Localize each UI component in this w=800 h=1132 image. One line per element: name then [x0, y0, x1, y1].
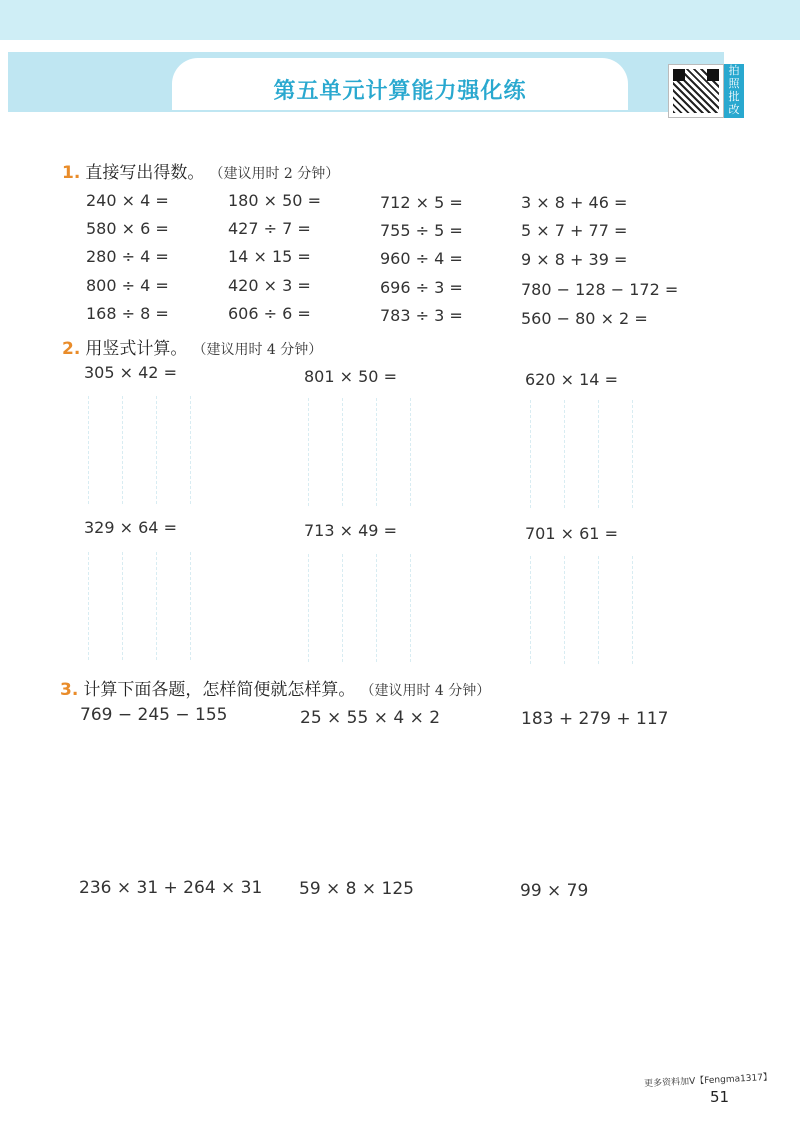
problem: 801 × 50 = [304, 367, 397, 386]
problem: 560 − 80 × 2 = [521, 309, 648, 328]
work-area-guides [308, 398, 418, 506]
problem: 580 × 6 = [86, 219, 169, 238]
problem: 168 ÷ 8 = [86, 304, 169, 323]
problem: 329 × 64 = [84, 518, 177, 537]
section-2-heading [62, 334, 322, 359]
problem: 183 + 279 + 117 [521, 709, 669, 729]
section-hint: （建议用时 4 分钟） [192, 342, 323, 358]
problem: 783 ÷ 3 = [380, 306, 463, 325]
section-number: 1. [62, 163, 81, 183]
problem: 180 × 50 = [228, 191, 321, 210]
work-area-guides [308, 554, 418, 662]
section-number: 3. [60, 680, 79, 700]
footer-note: 更多资料加V【Fengma1317】 [643, 1072, 773, 1090]
work-area-guides [88, 396, 198, 504]
problem: 800 ÷ 4 = [86, 276, 169, 295]
section-1-heading [62, 158, 339, 183]
problem: 280 ÷ 4 = [86, 247, 169, 266]
problem: 420 × 3 = [228, 276, 311, 295]
problem: 755 ÷ 5 = [380, 221, 463, 240]
problem: 960 ÷ 4 = [380, 249, 463, 268]
work-area-guides [530, 400, 640, 508]
section-title: 用竖式计算。 [85, 339, 188, 359]
section-title: 直接写出得数。 [85, 163, 205, 183]
problem: 620 × 14 = [525, 370, 618, 389]
problem: 713 × 49 = [304, 521, 397, 540]
page-title: 第五单元计算能力强化练 [273, 79, 527, 104]
section-title: 计算下面各题，怎样简便就怎样算。 [83, 680, 356, 700]
problem: 9 × 8 + 39 = [521, 250, 628, 269]
qr-label: 拍照批改 [724, 64, 744, 118]
work-area-guides [88, 552, 198, 660]
problem: 606 ÷ 6 = [228, 304, 311, 323]
problem: 305 × 42 = [84, 363, 177, 382]
qr-code-icon[interactable] [668, 64, 724, 118]
problem: 427 ÷ 7 = [228, 219, 311, 238]
problem: 3 × 8 + 46 = [521, 193, 628, 212]
problem: 712 × 5 = [380, 193, 463, 212]
problem: 99 × 79 [520, 881, 589, 901]
problem: 5 × 7 + 77 = [521, 221, 628, 240]
section-number: 2. [62, 339, 81, 359]
problem: 59 × 8 × 125 [299, 879, 414, 899]
section-hint: （建议用时 4 分钟） [360, 683, 491, 699]
problem: 696 ÷ 3 = [380, 278, 463, 297]
problem: 240 × 4 = [86, 191, 169, 210]
section-3-heading [60, 675, 490, 700]
work-area-guides [530, 556, 640, 664]
header-top-strip [0, 0, 800, 40]
section-hint: （建议用时 2 分钟） [209, 166, 340, 182]
problem: 780 − 128 − 172 = [521, 280, 679, 299]
problem: 236 × 31 + 264 × 31 [79, 878, 263, 898]
problem: 14 × 15 = [228, 247, 311, 266]
problem: 701 × 61 = [525, 524, 618, 543]
problem: 769 − 245 − 155 [80, 705, 228, 725]
problem: 25 × 55 × 4 × 2 [300, 708, 441, 728]
page-number: 51 [710, 1088, 730, 1106]
